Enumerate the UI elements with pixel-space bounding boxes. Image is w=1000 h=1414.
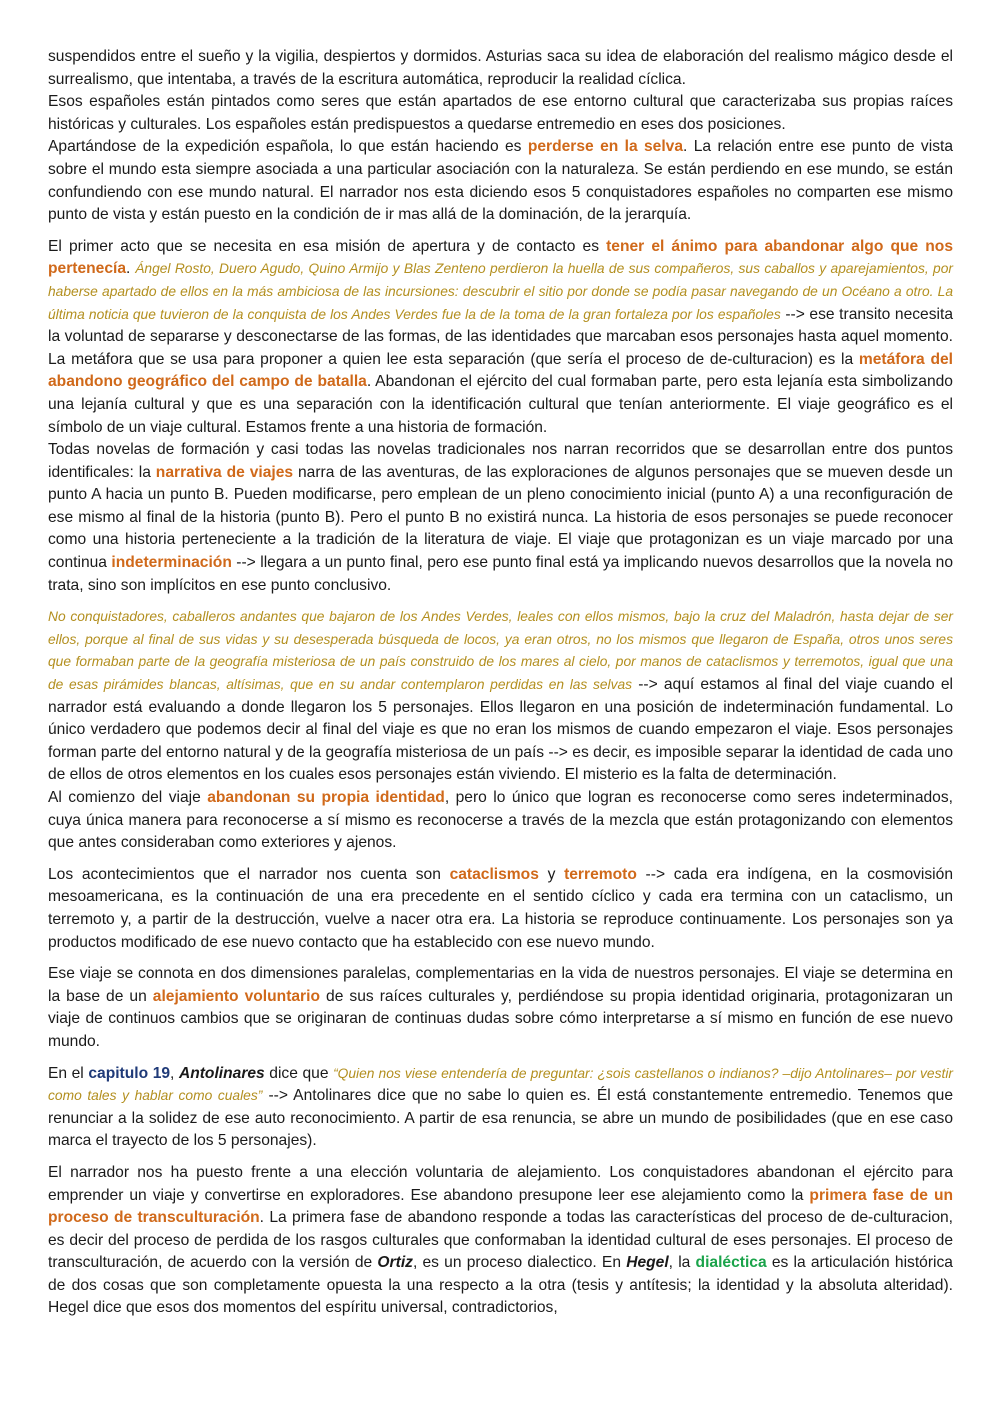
highlighted-term: dialéctica [695, 1254, 767, 1272]
body-paragraph [48, 1162, 953, 1320]
body-paragraph [48, 606, 953, 787]
text-run: --> llegara a un punto final, pero ese punto final está ya implicando nuevos desarrollos que la novela no trata, sino son implícitos en ese punto conclusivo. [48, 554, 953, 594]
text-run: suspendidos entre el sueño y la vigilia, despiertos y dormidos. Asturias saca su idea de elaboración del realismo mágico desde el surrealismo, que intentaba, a través de la escritura automática, reproducir la realidad cíclica. [48, 48, 953, 88]
highlighted-term: perderse en la selva [527, 138, 684, 156]
text-run: , pero lo único que logran es reconocerse como seres indeterminados, cuya única manera para reconocerse a sí mismo es reconocerse a través de la mezcla que están protagonizando con elementos que antes consideraban como exteriores y ajenos. [48, 789, 953, 852]
quotation: “Quien nos viese entendería de preguntar: ¿sois castellanos o indianos? –dijo Antolinares– por vestir como tales y hablar como cuales” [48, 1065, 953, 1104]
body-paragraph [48, 136, 953, 226]
text-run: El primer acto que se necesita en esa misión de apertura y de contacto es [48, 237, 607, 255]
body-paragraph [48, 963, 953, 1053]
text-run: es la articulación histórica de dos cosas que son completamente opuesta la una respecto a la otra (tesis y antítesis; la identidad y la absoluta alteridad). Hegel dice que esos dos momentos del espíritu universal, contradictorios, [48, 1254, 953, 1317]
text-run: Apartándose de la expedición española, lo que están haciendo es [48, 138, 528, 156]
emphasized-name: Ortiz [377, 1254, 413, 1272]
body-paragraph [48, 439, 953, 597]
text-run: . Abandonan el ejército del cual formaban parte, pero esta lejanía esta simbolizando una lejanía cultural y que es una separación con la identificación cultural que tenían anteriormente. El viaje geográfico es el símbolo de un viaje cultural. Estamos frente a una historia de formación. [48, 373, 953, 436]
highlighted-term: narrativa de viajes [155, 463, 294, 481]
emphasized-name: Hegel [626, 1254, 669, 1272]
text-run: . La relación entre ese punto de vista sobre el mundo esta siempre asociada a una particular asociación con la naturaleza. Se están perdiendo en ese mundo, se están confundiendo con ese mundo natural. El narrador nos esta diciendo esos 5 conquistadores españoles no comparten ese mismo punto de vista y están puesto en la condición de ir mas allá de la dominación, de la jerarquía. [48, 138, 953, 224]
text-run: Ese viaje se connota en dos dimensiones paralelas, complementarias en la vida de nuestros personajes. El viaje se determina en la base de un [48, 965, 953, 1005]
text-run: dice que [264, 1064, 334, 1082]
text-run: . [126, 260, 136, 278]
text-run: Esos españoles están pintados como seres que están apartados de ese entorno cultural que caracterizaba sus propias raíces históricas y culturales. Los españoles están predispuestos a quedarse entremedio en eses dos posiciones. [48, 93, 953, 133]
body-paragraph [48, 864, 953, 954]
text-run: Al comienzo del viaje [48, 789, 208, 806]
text-run: , la [668, 1254, 696, 1272]
text-run: --> cada era indígena, en la cosmovisión mesoamericana, es la continuación de una era precedente en el sentido cíclico y cada era termina con un cataclismo, un terremoto y, a partir de la destrucción, vuelve a nacer otra era. La historia se reproduce continuamente. Los personajes son ya productos modificado de ese nuevo contacto que ha establecido con ese nuevo mundo. [48, 865, 953, 951]
text-run: narra de las aventuras, de las exploraciones de algunos personajes que se mueven desde un punto A hacia un punto B. Pueden modificarse, pero emplean de un pleno conocimiento inicial (punto A) a una reconfiguración de ese mismo al final de la historia (punto B). Pero el punto B no existirá nunca. La historia de esos personajes se puede reconocer como una historia perteneciente a la tradición de la literatura de viaje. El viaje que protagonizan es un viaje marcado por una continua [48, 463, 953, 572]
body-paragraph [48, 91, 953, 136]
text-run: --> Antolinares dice que no sabe lo quien es. Él está constantemente entremedio. Tenemos que renunciar a la solidez de ese auto reconocimiento. A partir de esa renuncia, se abre un mundo de posibilidades (que en ese caso marca el trayecto de los 5 personajes). [48, 1087, 953, 1150]
highlighted-term: terremoto [564, 865, 637, 883]
body-paragraph [48, 46, 953, 91]
quotation: No conquistadores, caballeros andantes que bajaron de los Andes Verdes, leales con ellos mismos, bajo la cruz del Maladrón, hasta dejar de ser ellos, porque al final de sus vidas y su desesperada búsqueda de locos, ya eran otros, no los mismos que llegaron de España, otros unos seres que formaban parte de la geografía misteriosa de un país construido de los mares al cielo, por manos de cataclismos y terremotos, igual que una de esas pirámides blancas, altísimas, que en su andar contemplaron perdidas en las selvas [48, 609, 953, 693]
highlighted-term: indeterminación [111, 554, 232, 572]
text-run: . La primera fase de abandono responde a todas las características del proceso de de-culturacion, es decir del proceso de perdida de los rasgos culturales que conformaban la identidad cultural de eses personajes. El proceso de transculturación, de acuerdo con la versión de [48, 1209, 953, 1272]
text-run: --> aquí estamos al final del viaje cuando el narrador está evaluando a donde llegaron los 5 personajes. Ellos llegaron en una posición de indeterminación fundamental. Lo único verdadero que podemos decir al final del viaje es que no eran los mismos de cuando empezaron el viaje. Esos personajes forman parte del entorno natural y de la geografía misteriosa de un país --> es decir, es imposible separar la identidad de cada uno de ellos de otros elementos en los cuales esos personajes están viviendo. El misterio es la falta de determinación. [48, 676, 954, 784]
body-paragraph [48, 787, 953, 855]
highlighted-term: capitulo 19 [88, 1064, 171, 1082]
text-run: , [170, 1064, 179, 1082]
highlighted-term: alejamiento voluntario [152, 987, 320, 1005]
highlighted-term: cataclismos [449, 865, 539, 883]
emphasized-name: Antolinares [178, 1064, 265, 1082]
text-run: El narrador nos ha puesto frente a una elección voluntaria de alejamiento. Los conquistadores abandonan el ejército para emprender un viaje y convertirse en exploradores. Ese abandono presupone leer ese alejamiento como la [48, 1163, 953, 1204]
quotation: Ángel Rosto, Duero Agudo, Quino Armijo y Blas Zenteno perdieron la huella de sus compañeros, sus caballos y aparejamientos, por haberse apartado de ellos en la más ambiciosa de las incursiones: descubrir el sitio por donde se podía pasar navegando de un Océano a otro. La última noticia que tuvieron de la conquista de los Andes Verdes fue la de la toma de la gran fortaleza por los españoles [48, 261, 954, 322]
text-run: de sus raíces culturales y, perdiéndose su propia identidad originaria, protagonizaran un viaje de continuos cambios que se originaran de continuas dudas sobre cómo interpretarse a sí mismo en función de ese nuevo mundo. [48, 987, 953, 1050]
body-paragraph [48, 1063, 953, 1153]
text-run: --> ese transito necesita la voluntad de separarse y desconectarse de las formas, de las identidades que marcaban esos personajes hasta aquel momento. La metáfora que se usa para proponer a quien lee esta separación (que sería el proceso de de-culturacion) es la [48, 305, 953, 368]
highlighted-term: metáfora del abandono geográfico del campo de batalla [48, 350, 953, 391]
text-run: En el [48, 1064, 89, 1082]
highlighted-term: primera fase de un proceso de transculturación [48, 1186, 954, 1227]
highlighted-term: tener el ánimo para abandonar algo que nos pertenecía [48, 237, 953, 278]
body-paragraph [48, 236, 953, 439]
highlighted-term: abandonan su propia identidad [207, 789, 445, 806]
text-run: Todas novelas de formación y casi todas las novelas tradicionales nos narran recorridos que se desarrollan entre dos puntos identificales: la [48, 441, 953, 481]
text-run: Los acontecimientos que el narrador nos cuenta son [48, 865, 450, 883]
text-run: y [538, 865, 565, 883]
text-run: , es un proceso dialectico. En [412, 1254, 627, 1272]
